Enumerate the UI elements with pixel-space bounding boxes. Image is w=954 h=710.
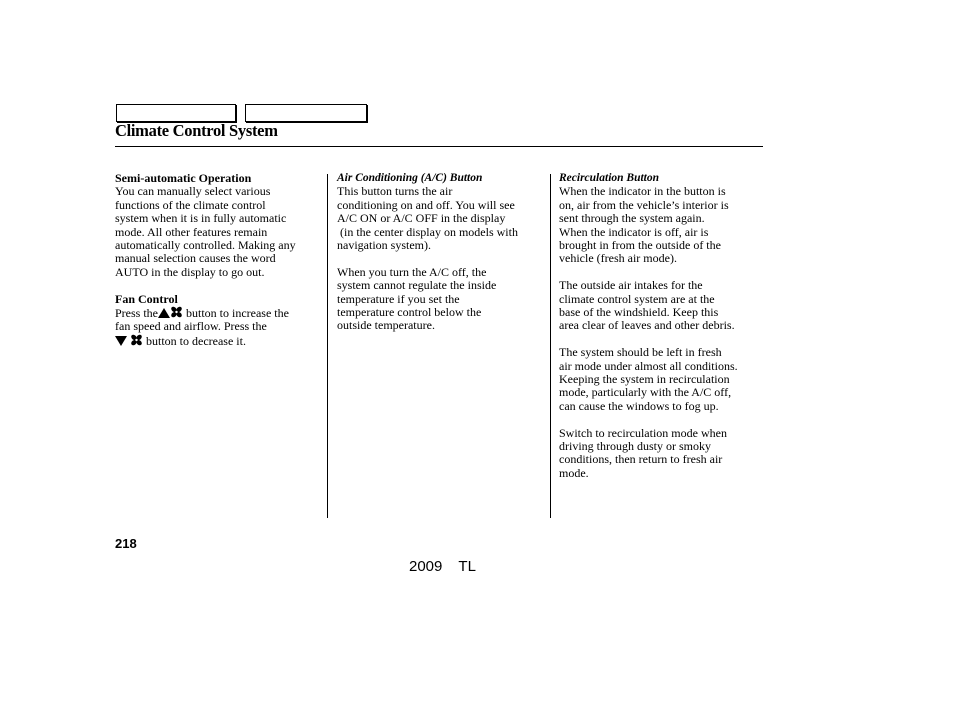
text-line: conditioning on and off. You will see bbox=[337, 197, 515, 212]
text-fragment: Press the bbox=[115, 306, 158, 321]
text-fragment: button to increase the bbox=[186, 306, 289, 321]
text-line: sent through the system again. bbox=[559, 211, 705, 226]
text-line: manual selection causes the word bbox=[115, 251, 276, 266]
text-line bbox=[115, 334, 323, 348]
text-line: area clear of leaves and other debris. bbox=[559, 318, 735, 333]
text-line: The outside air intakes for the bbox=[559, 278, 703, 293]
text-line: brought in from the outside of the bbox=[559, 238, 721, 253]
recirculation-paragraph-2 bbox=[559, 279, 763, 333]
text-line: functions of the climate control bbox=[115, 197, 266, 212]
model-footer: 2009 TL bbox=[409, 558, 476, 575]
text-line: A/C ON or A/C OFF in the display bbox=[337, 211, 506, 226]
text-line: automatically controlled. Making any bbox=[115, 238, 296, 253]
text-line: The system should be left in fresh bbox=[559, 345, 722, 360]
text-line: navigation system). bbox=[337, 238, 431, 253]
down-triangle-icon bbox=[115, 336, 127, 346]
text-line: mode. All other features remain bbox=[115, 224, 268, 239]
column-1 bbox=[115, 172, 323, 362]
ac-button-heading: Air Conditioning (A/C) Button bbox=[337, 172, 483, 184]
recirculation-heading: Recirculation Button bbox=[559, 172, 660, 184]
title-rule bbox=[115, 146, 763, 147]
text-line: This button turns the air bbox=[337, 184, 453, 199]
text-line bbox=[115, 306, 323, 320]
semi-automatic-heading: Semi-automatic Operation bbox=[115, 171, 252, 185]
recirculation-paragraph-1 bbox=[559, 185, 763, 265]
up-triangle-icon bbox=[158, 308, 170, 318]
text-line: temperature control below the bbox=[337, 305, 482, 320]
text-line: mode, particularly with the A/C off, bbox=[559, 385, 732, 400]
fan-icon bbox=[170, 306, 183, 318]
text-fragment: button to decrease it. bbox=[146, 333, 246, 348]
text-line: base of the windshield. Keep this bbox=[559, 305, 719, 320]
text-line: conditions, then return to fresh air bbox=[559, 452, 723, 467]
header-tab-box-1 bbox=[116, 104, 236, 122]
column-divider-2 bbox=[550, 174, 551, 518]
recirculation-paragraph-4 bbox=[559, 427, 763, 481]
text-line: driving through dusty or smoky bbox=[559, 439, 711, 454]
column-3 bbox=[559, 172, 763, 494]
text-line: climate control system are at the bbox=[559, 291, 715, 306]
fan-control-heading: Fan Control bbox=[115, 291, 178, 306]
semi-automatic-paragraph bbox=[115, 185, 323, 279]
text-line: on, air from the vehicle’s interior is bbox=[559, 197, 729, 212]
header-tab-box-2 bbox=[245, 104, 367, 122]
text-line: fan speed and airflow. Press the bbox=[115, 319, 267, 334]
ac-paragraph-2 bbox=[337, 266, 545, 333]
text-line: Keeping the system in recirculation bbox=[559, 372, 730, 387]
column-divider-1 bbox=[327, 174, 328, 518]
text-line: outside temperature. bbox=[337, 318, 435, 333]
text-line: AUTO in the display to go out. bbox=[115, 264, 265, 279]
text-line: mode. bbox=[559, 465, 589, 480]
column-2 bbox=[337, 172, 545, 346]
text-line: When the indicator is off, air is bbox=[559, 224, 709, 239]
text-line: When you turn the A/C off, the bbox=[337, 264, 487, 279]
page-number: 218 bbox=[115, 536, 137, 551]
text-line: system when it is in fully automatic bbox=[115, 211, 287, 226]
text-line: When the indicator in the button is bbox=[559, 184, 726, 199]
fan-control-paragraph bbox=[115, 306, 323, 348]
text-line: temperature if you set the bbox=[337, 291, 460, 306]
text-line: system cannot regulate the inside bbox=[337, 278, 497, 293]
text-line: You can manually select various bbox=[115, 184, 271, 199]
ac-paragraph-1 bbox=[337, 185, 545, 252]
fan-icon bbox=[130, 334, 143, 346]
text-line: air mode under almost all conditions. bbox=[559, 358, 738, 373]
text-line: Switch to recirculation mode when bbox=[559, 425, 727, 440]
page-title: Climate Control System bbox=[115, 121, 278, 140]
recirculation-paragraph-3 bbox=[559, 346, 763, 413]
text-line: (in the center display on models with bbox=[337, 224, 518, 239]
text-line: can cause the windows to fog up. bbox=[559, 398, 719, 413]
text-line: vehicle (fresh air mode). bbox=[559, 251, 677, 266]
